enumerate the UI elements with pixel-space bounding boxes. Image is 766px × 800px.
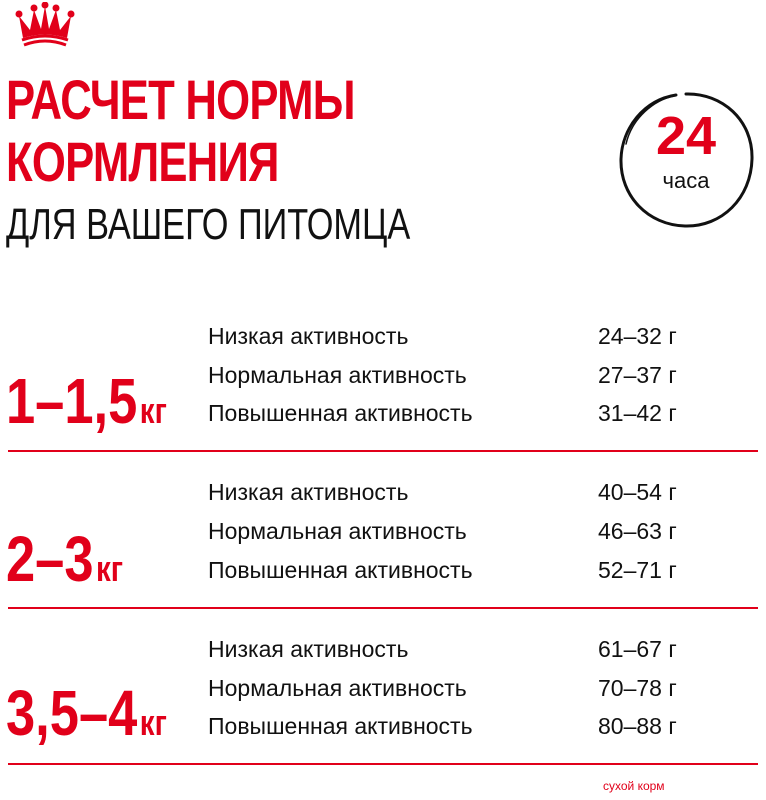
divider (8, 763, 758, 765)
table-row (0, 318, 766, 354)
portion-amount: 52–71 г (598, 557, 677, 583)
weight-value: 3,5–4 (6, 677, 138, 749)
page-title-line1: РАСЧЕТ НОРМЫ (6, 68, 355, 131)
divider (8, 607, 758, 609)
table-row (0, 474, 766, 510)
activity-label: Нормальная активность (208, 518, 467, 544)
hours-unit: часа (662, 168, 710, 193)
weight-unit: кг (139, 702, 167, 743)
activity-label: Низкая активность (208, 479, 409, 505)
weight-unit: кг (96, 548, 124, 589)
portion-amount: 80–88 г (598, 713, 677, 739)
page-subtitle: ДЛЯ ВАШЕГО ПИТОМЦА (6, 200, 411, 249)
table-row (0, 552, 766, 588)
portion-amount: 31–42 г (598, 400, 677, 426)
portion-amount: 70–78 г (598, 675, 677, 701)
hours-value: 24 (655, 106, 717, 166)
weight-unit: кг (139, 390, 167, 431)
portion-amount: 24–32 г (598, 323, 677, 349)
weight-value: 1–1,5 (6, 365, 138, 437)
portion-amount: 46–63 г (598, 518, 677, 544)
portion-amount: 61–67 г (598, 636, 677, 662)
weight-value: 2–3 (6, 523, 94, 595)
divider (8, 450, 758, 452)
activity-label: Низкая активность (208, 323, 409, 349)
activity-label: Нормальная активность (208, 362, 467, 388)
activity-label: Повышенная активность (208, 557, 473, 583)
activity-label: Нормальная активность (208, 675, 467, 701)
table-row (0, 631, 766, 667)
hours-badge (614, 88, 758, 232)
portion-amount: 27–37 г (598, 362, 677, 388)
table-row (0, 395, 766, 431)
activity-label: Повышенная активность (208, 400, 473, 426)
table-row (0, 670, 766, 706)
royal-canin-crown-logo (14, 2, 76, 48)
activity-label: Повышенная активность (208, 713, 473, 739)
crown-icon (14, 2, 76, 48)
activity-label: Низкая активность (208, 636, 409, 662)
table-row (0, 708, 766, 744)
table-row (0, 357, 766, 393)
portion-amount: 40–54 г (598, 479, 677, 505)
page-title-line2: КОРМЛЕНИЯ (6, 130, 279, 193)
footnote: сухой корм (603, 779, 665, 793)
table-row (0, 513, 766, 549)
